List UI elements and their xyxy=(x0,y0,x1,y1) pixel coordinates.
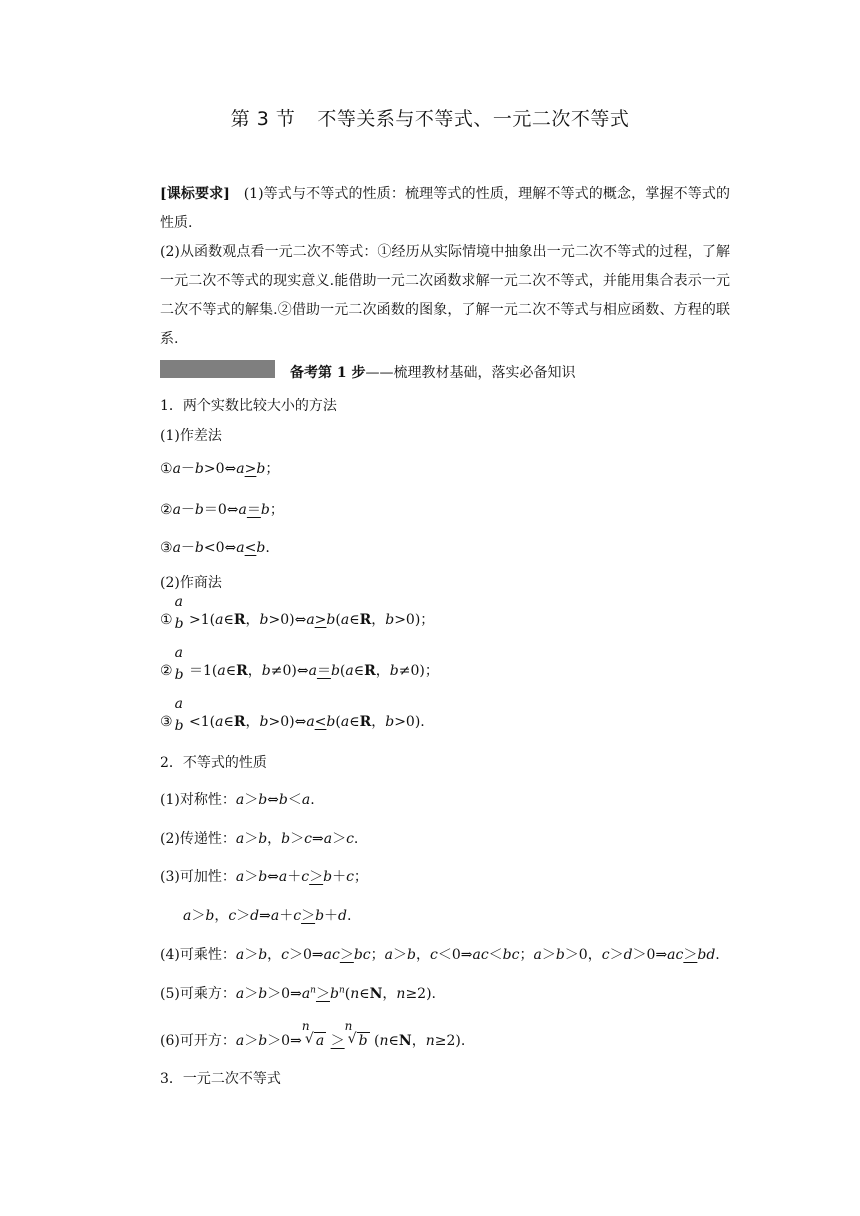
banner-bar xyxy=(160,360,275,378)
property-power: (5)可乘方：$a>b>0\Rightarrow a^n>b^n(n\in N$，n≥2). xyxy=(160,985,436,1002)
banner-text: ——梳理教材基础，落实必备知识 xyxy=(365,365,576,381)
page-title xyxy=(0,104,860,131)
section-topic: 不等关系与不等式、一元二次不等式 xyxy=(317,108,630,130)
property-additivity: (3)可加性：a＞b⇔a＋c＞b＋c； xyxy=(160,869,368,885)
difference-rule-2: ②a－b＝0⇔a＝b； xyxy=(160,502,284,518)
section-2-heading: 2．不等式的性质 xyxy=(160,755,267,771)
section-1-heading: 1．两个实数比较大小的方法 xyxy=(160,398,337,414)
quotient-rule-1: ① a b >1(a∈R，b>0)⇔a>b(a∈R，b>0)； xyxy=(160,594,435,632)
banner-step: 备考第 1 步 xyxy=(290,365,366,381)
requirements-text-1: (1)等式与不等式的性质：梳理等式的性质，理解不等式的概念，掌握不等式的性质. xyxy=(160,186,730,231)
quotient-method-title: (2)作商法 xyxy=(160,575,222,591)
requirements-paragraph-1 xyxy=(160,180,730,238)
requirements-paragraph-2 xyxy=(160,238,730,354)
property-multiplicativity: (4)可乘性：a＞b，c＞0⇒ac＞bc；a＞b，c＜0⇒ac＜bc；a＞b＞0，c＞d＞0⇒ac＞bd. xyxy=(160,947,720,963)
requirements-text-2: (2)从函数观点看一元二次不等式：①经历从实际情境中抽象出一元二次不等式的过程，了解一元二次不等式的现实意义.能借助一元二次函数求解一元二次不等式，并能用集合表示一元二次不等式的解集.②借助一元二次函数的图象，了解一元二次不等式与相应函数、方程的联系. xyxy=(160,244,730,347)
section-number: 第 3 节 xyxy=(230,108,296,130)
quotient-rule-3: ③ a b <1(a∈R，b>0)⇔a<b(a∈R，b>0). xyxy=(160,696,425,734)
difference-method-title: (1)作差法 xyxy=(160,428,222,444)
difference-rule-3: ③a－b<0⇔a<b. xyxy=(160,540,270,556)
property-additivity-2: a＞b，c＞d⇒a＋c＞b＋d. xyxy=(183,908,352,924)
banner xyxy=(290,362,576,382)
property-root: (6)可开方：a＞b＞0⇒ n √ a ＞ n √ b (n∈N，n≥2). xyxy=(160,1019,466,1049)
section-3-heading: 3．一元二次不等式 xyxy=(160,1071,281,1087)
property-transitivity: (2)传递性：a＞b，b＞c⇒a＞c. xyxy=(160,831,359,847)
difference-rule-1: ①a－b>0⇔a>b； xyxy=(160,461,280,477)
quotient-rule-2: ② a b ＝1(a∈R，b≠0)⇔a＝b(a∈R，b≠0)； xyxy=(160,645,439,683)
requirements-label: [课标要求] xyxy=(160,186,230,202)
property-symmetry: (1)对称性：a＞b⇔b＜a. xyxy=(160,792,315,808)
